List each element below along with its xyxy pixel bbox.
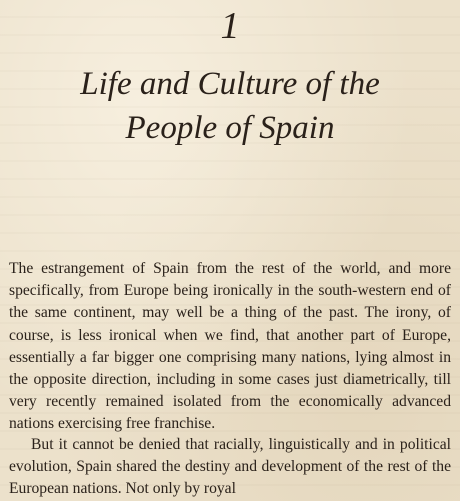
chapter-number: 1 [220,5,240,47]
chapter-title-line-2: People of Spain [125,110,335,146]
chapter-title [0,62,460,150]
chapter-title-line-1: Life and Culture of the [80,66,380,102]
body-paragraph-2: But it cannot be denied that racially, linguistically and in political evolution, Spain shared the destiny and development of the rest of the European nations. Not only by royal [9,436,451,498]
body-paragraph-1: The estrangement of Spain from the rest of the world, and more specifically, from Europe being ironically in the south-western end of the same continent, may well be a thing of the past. The irony, of course, is less ironical when we find, that another part of Europe, essentially a far bigger one comprising many nations, lying almost in the opposite direction, including in some cases just diametrically, till very recently remained isolated from the economically advanced nations exercising free franchise. [9,260,451,433]
